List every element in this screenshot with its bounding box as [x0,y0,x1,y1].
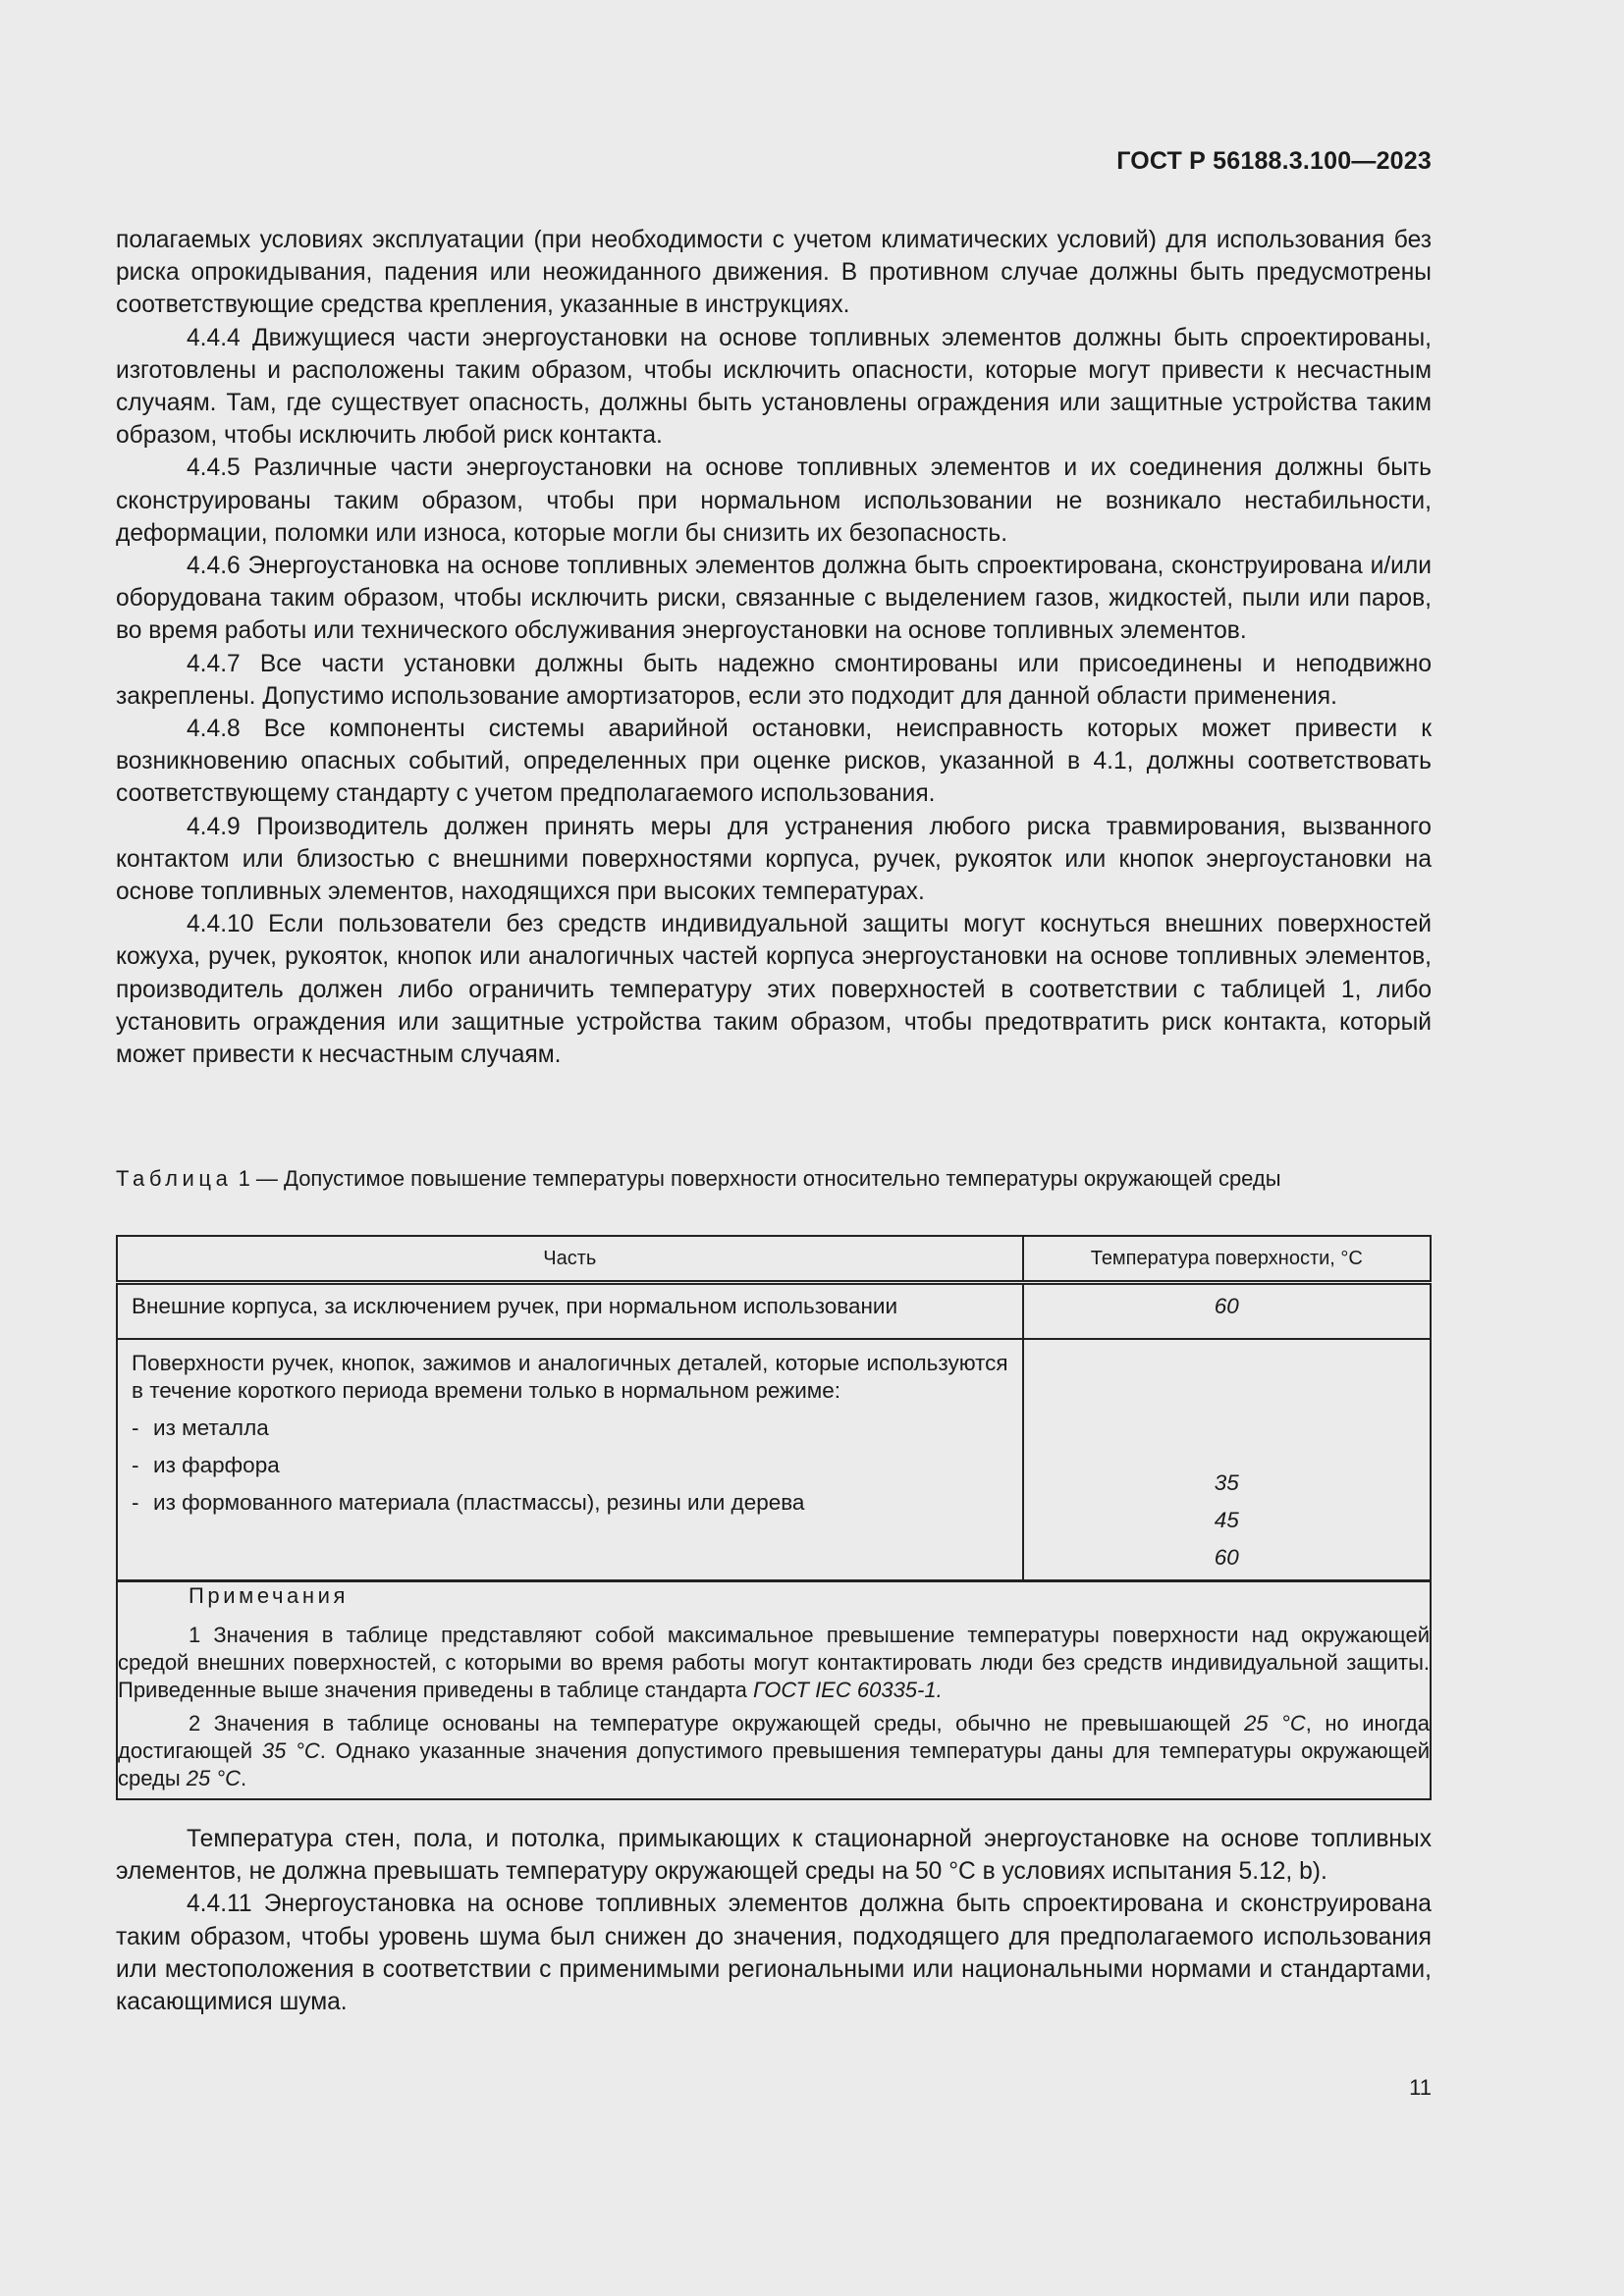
list-item-label: из формованного материала (пластмассы), резины или дерева [153,1490,805,1515]
paragraph: 4.4.4 Движущиеся части энергоустановки на основе топливных элементов должны быть спроектированы, изготовлены и расположены таким образом, чтобы исключить опасности, которые могут привести к несчастным случаям. Там, где существует опасность, должны быть установлены ограждения или защитные устройства таким образом, чтобы исключить любой риск контакта. [116,324,1432,450]
paragraph: 4.4.10 Если пользователи без средств индивидуальной защиты могут коснуться внешних поверхностей кожуха, ручек, рукояток, кнопок или аналогичных частей корпуса энергоустановки на основе топливных элементов, производитель должен либо ограничить температуру этих поверхностей в соответствии с таблицей 1, либо установить ограждения или защитные устройства таким образом, чтобы предотвратить риск контакта, который может привести к несчастным случаям. [116,911,1432,1069]
row2-values-cell [1023,1339,1431,1581]
paragraph: полагаемых условиях эксплуатации (при необходимости с учетом климатических условий) для использования без риска опрокидывания, падения или неожиданного движения. В противном случае должны быть предусмотрены соответствующие средства крепления, указанные в инструкциях. [116,227,1432,319]
list-item [132,1415,1008,1442]
table-caption-text: 1 — Допустимое повышение температуры поверхности относительно температуры окружающей среды [232,1166,1281,1191]
table-header-row [117,1236,1431,1283]
header-part: Часть [117,1236,1023,1283]
list-dash: - [132,1453,139,1477]
row2-part-cell [117,1339,1023,1581]
table-notes-row [117,1581,1431,1800]
value-spacer [1024,1350,1430,1460]
notes-title: Примечания [189,1583,350,1608]
list-item-value: 60 [1214,1545,1239,1570]
page-number: 11 [1409,2075,1432,2100]
note-1: 1 Значения в таблице представляют собой максимальное превышение температуры поверхности над окружающей средой внешних поверхностей, с которыми во время работы могут контактировать люди без средств индивидуальной защиты. Приведенные выше значения приведены в таблице стандарта ГОСТ IEC 60335-1. [118,1623,1430,1702]
paragraph: 4.4.9 Производитель должен принять меры для устранения любого риска травмирования, вызванного контактом или близостью с внешними поверхностями корпуса, ручек, рукояток или кнопок энергоустановки на основе топливных элементов, находящихся при высоких температурах. [116,813,1432,906]
paragraph: Температура стен, пола, и потолка, примыкающих к стационарной энергоустановке на основе топливных элементов, не должна превышать температуру окружающей среды на 50 °C в условиях испытания 5.12, b). [116,1826,1432,1886]
body-text [116,224,1432,1071]
paragraph: 4.4.6 Энергоустановка на основе топливных элементов должна быть спроектирована, сконструирована и/или оборудована таким образом, чтобы исключить риски, связанные с выделением газов, жидкостей, пыли или паров, во время работы или технического обслуживания энергоустановки на основе топливных элементов. [116,553,1432,645]
row1-part: Внешние корпуса, за исключением ручек, при нормальном использовании [117,1283,1023,1340]
paragraph: 4.4.11 Энергоустановка на основе топливных элементов должна быть спроектирована и сконструирована таким образом, чтобы уровень шума был снижен до значения, подходящего для предполагаемого использования или местоположения в соответствии с применимыми региональными или национальными нормами и стандартами, касающимися шума. [116,1891,1432,2016]
paragraph: 4.4.8 Все компоненты системы аварийной остановки, неисправность которых может привести к возникновению опасных событий, определенных при оценке рисков, указанной в 4.1, должны соответствовать соответствующему стандарту с учетом предполагаемого использования. [116,716,1432,808]
table-caption [116,1165,1432,1193]
temperature-table [116,1235,1432,1800]
list-item-value: 35 [1214,1470,1239,1495]
list-item-label: из фарфора [153,1453,280,1477]
table-row [117,1339,1431,1581]
paragraph: 4.4.7 Все части установки должны быть надежно смонтированы или присоединены и неподвижно закреплены. Допустимо использование амортизаторов, если это подходит для данной области применения. [116,650,1432,710]
note-2: 2 Значения в таблице основаны на температуре окружающей среды, обычно не превышающей 25 °C, но иногда достигающей 35 °C. Однако указанные значения допустимого превышения температуры даны для температуры окружающей среды 25 °C. [118,1711,1430,1790]
document-header: ГОСТ Р 56188.3.100—2023 [1116,147,1432,175]
standard-reference: ГОСТ IEC 60335-1 [753,1678,937,1702]
list-item-value: 45 [1214,1508,1239,1532]
list-dash: - [132,1415,139,1440]
header-temperature: Температура поверхности, °C [1023,1236,1431,1283]
row2-part: Поверхности ручек, кнопок, зажимов и аналогичных деталей, которые используются в течение короткого периода времени только в нормальном режиме: [132,1351,1008,1403]
list-item [132,1452,1008,1479]
table-notes [117,1581,1431,1800]
list-item-label: из металла [153,1415,269,1440]
row1-value: 60 [1023,1283,1431,1340]
list-dash: - [132,1490,139,1515]
paragraph: 4.4.5 Различные части энергоустановки на основе топливных элементов и их соединения должны быть сконструированы таким образом, чтобы при нормальном использовании не возникало нестабильности, деформации, поломки или износа, которые могли бы снизить их безопасность. [116,454,1432,547]
list-item [132,1489,1008,1517]
body-text-after-table [116,1823,1432,2018]
table-row [117,1283,1431,1340]
table-caption-label: Таблица [116,1166,233,1191]
